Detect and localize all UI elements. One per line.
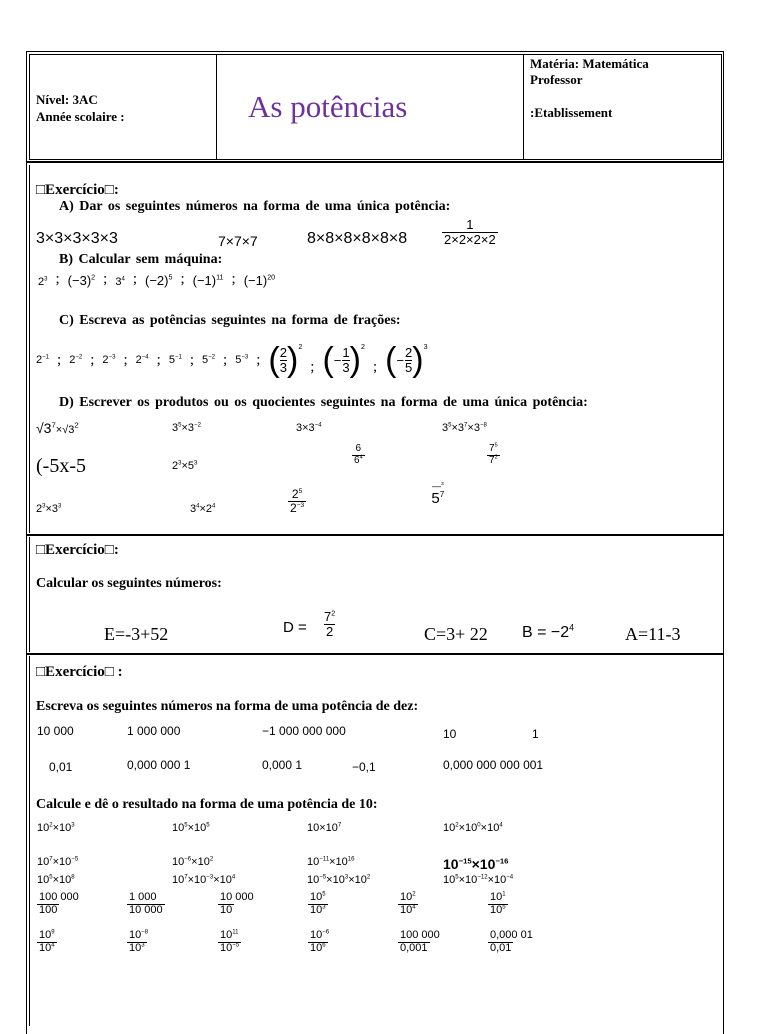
- b-item-6: $(-1)^{20}$: [243, 273, 276, 288]
- fraction-denominator: $10^4$: [39, 941, 55, 954]
- c-item-7: $5^{-3}$: [235, 354, 249, 366]
- separator: ;: [231, 271, 236, 287]
- ex3-row2-item-5: 0,000 000 000 001: [443, 758, 544, 772]
- calc-expression: $10^7\times 10^{-3}\times 10^4$: [172, 874, 236, 886]
- separator: ;: [372, 358, 378, 375]
- c-item-5: $5^{-1}$: [168, 354, 182, 366]
- d-row3-item-1: $2^3\times 3^3$: [36, 503, 62, 515]
- calc-expression: $10^5\times 10^8$: [37, 874, 75, 886]
- fraction-numerator: $7^5$: [489, 442, 498, 454]
- ex2-b-expression: $B = -2^4$: [522, 622, 575, 641]
- ex1-a-item-2: 7×7×7: [218, 233, 258, 249]
- separator: ;: [310, 358, 315, 375]
- power-fraction: [127, 930, 150, 954]
- separator: ;: [156, 351, 161, 368]
- exercise-2-title: □Exercício□:: [36, 542, 119, 558]
- ex3-row2-item-1: 0,01: [49, 760, 73, 774]
- d-row2-item-1: (-5x-5: [36, 455, 86, 477]
- ex3-label-2: Calcule e dê o resultado na forma de uma potência de 10:: [36, 797, 378, 812]
- ex3-row1-item-5: 1: [532, 727, 539, 741]
- ex1-part-a-label: A) Dar os seguintes números na forma de uma única potência:: [59, 199, 451, 214]
- fraction-denominator: $10^4$: [400, 903, 416, 916]
- separator: ;: [223, 351, 228, 368]
- ex1-a-item-3: 8×8×8×8×8×8: [307, 230, 408, 247]
- fraction-denominator: $5^7$: [431, 490, 445, 508]
- ex3-row2-item-2: 0,000 000 1: [127, 758, 191, 772]
- b-item-4: $(-2)^5$: [144, 273, 173, 288]
- c-item-1: $2^{-1}$: [36, 354, 50, 366]
- fraction-denominator: $7^2$: [489, 454, 498, 466]
- fraction-numerator: $2^5$: [291, 487, 303, 501]
- power-fraction: [398, 930, 442, 954]
- c-item-6: $5^{-2}$: [202, 354, 216, 366]
- exercise-3-title: □Exercício□ :: [36, 664, 123, 680]
- separator: ;: [57, 351, 62, 368]
- ex3-row1-item-2: 1 000 000: [127, 724, 181, 738]
- etablissement-label: :Etablissement: [530, 105, 613, 120]
- c-item-2: $2^{-2}$: [69, 354, 83, 366]
- ex3-row1-item-4: 10: [443, 727, 457, 741]
- annee-label: Année scolaire :: [36, 109, 125, 124]
- calc-expression: $10^5\times 10^{-12}\times 10^{-4}$: [443, 874, 514, 886]
- fraction-numerator: $10^{-8}$: [129, 929, 149, 941]
- fraction-numerator: $10^2$: [400, 891, 416, 903]
- fraction-denominator: 2×2×2×2: [444, 231, 496, 247]
- d-row2-fraction-1: [352, 444, 365, 466]
- fraction-denominator: 0,001: [400, 941, 428, 954]
- fraction-numerator: 1: [466, 217, 474, 232]
- power-fraction: [488, 930, 535, 954]
- power-fraction: [218, 930, 241, 954]
- ex1-part-b-label: B) Calcular sem máquina:: [59, 252, 223, 267]
- separator: ;: [132, 271, 137, 287]
- exercise-1-title: □Exercício□:: [36, 182, 119, 198]
- calc-expression: $10^2\times 10^0\times 10^4$: [443, 822, 503, 834]
- power-fraction: [398, 892, 418, 916]
- power-fraction: [308, 892, 328, 916]
- power-fraction: [308, 930, 331, 954]
- separator: ;: [103, 271, 108, 287]
- separator: ;: [55, 271, 60, 287]
- power-fraction: [37, 892, 81, 916]
- c-fraction-3: ( − $\frac{2}{5}$ ) 3: [385, 340, 428, 379]
- d-row1-item-2: $3^5\times 3^{-2}$: [172, 422, 201, 434]
- separator: ;: [123, 351, 128, 368]
- fraction-numerator: —$^3$: [432, 481, 444, 491]
- ex1-c-items: [36, 340, 428, 380]
- fraction-numerator: $10^{-6}$: [310, 929, 330, 941]
- d-row1-item-1: $√3^7\times√3^2$: [36, 420, 79, 436]
- fraction-denominator: $10^{-5}$: [220, 941, 240, 954]
- d-row3-fraction-2: [430, 482, 446, 507]
- professor-label: Professor: [530, 72, 583, 87]
- materia-label: Matéria: Matemática: [530, 56, 649, 71]
- ex1-a-fraction: [442, 218, 498, 246]
- fraction-numerator: 10 000: [220, 891, 254, 903]
- ex3-row1-item-3: −1 000 000 000: [262, 724, 346, 738]
- ex3-row1-item-1: 10 000: [37, 724, 74, 738]
- fraction-numerator: $10^{11}$: [220, 929, 239, 941]
- calc-expression: $10^7\times 10^{-5}$: [37, 856, 79, 868]
- d-row1-item-3: $3\times 3^{-4}$: [296, 422, 322, 434]
- ex2-label: Calcular os seguintes números:: [36, 576, 222, 591]
- b-item-3: $3^4$: [115, 276, 125, 288]
- d-row3-fraction-1: [288, 488, 306, 514]
- fraction-numerator: $10^9$: [39, 929, 55, 941]
- fraction-numerator: $10^1$: [490, 891, 506, 903]
- ex2-e-expression: E=-3+52: [104, 624, 169, 644]
- b-item-5: $(-1)^{11}$: [192, 273, 224, 288]
- ex1-part-c-label: C) Escreva as potências seguintes na forma de frações:: [59, 313, 401, 328]
- c-fraction-2: ( − $\frac{1}{3}$ ) 2: [322, 340, 365, 379]
- fraction-denominator: 0,01: [490, 941, 512, 954]
- calc-expression: $10^5\times 10^5$: [172, 822, 210, 834]
- fraction-denominator: $10^6$: [310, 941, 326, 954]
- ex1-a-item-1: 3×3×3×3×3: [36, 230, 118, 247]
- ex1-part-d-label: D) Escrever os produtos ou os quocientes seguintes na forma de uma única potência:: [59, 395, 588, 410]
- calc-expression: $10\times 10^7$: [307, 822, 342, 834]
- ex1-b-items: [38, 271, 275, 288]
- separator: ;: [90, 351, 95, 368]
- fraction-denominator: 2: [325, 623, 334, 639]
- fraction-numerator: 0,000 01: [490, 929, 533, 941]
- ex2-c-expression: C=3+ 22: [424, 624, 488, 644]
- fraction-denominator: 10 000: [129, 903, 163, 916]
- fraction-numerator: 6: [355, 443, 362, 454]
- b-item-2: $(-3)^2$: [67, 273, 96, 288]
- fraction-denominator: $10^3$: [310, 903, 326, 916]
- separator: ;: [189, 351, 195, 368]
- fraction-denominator: $6^4$: [354, 454, 363, 466]
- d-row1-item-4: $3^5\times 3^7\times 3^{-8}$: [442, 422, 487, 434]
- power-fraction: [127, 892, 165, 916]
- ex3-row2-item-3: 0,000 1: [262, 758, 303, 772]
- ex3-row2-item-4: −0,1: [352, 760, 376, 774]
- ex2-a-expression: A=11-3: [625, 624, 681, 644]
- fraction-numerator: 100 000: [400, 929, 440, 941]
- ex3-label-1: Escreva os seguintes números na forma de uma potência de dez:: [36, 699, 419, 714]
- power-fraction: [488, 892, 508, 916]
- fraction-numerator: $10^5$: [310, 891, 326, 903]
- b-item-1: $2^3$: [38, 276, 48, 288]
- nivel-label: Nível: 3AC: [36, 92, 98, 107]
- fraction-numerator: 100 000: [39, 891, 79, 903]
- d-row2-fraction-2: [487, 444, 500, 466]
- d-row3-item-2: $3^4\times 2^4$: [190, 503, 216, 515]
- ex2-d-fraction: [322, 610, 337, 638]
- separator: ;: [256, 351, 261, 368]
- c-item-3: $2^{-3}$: [102, 354, 116, 366]
- power-fraction: [218, 892, 256, 916]
- c-fraction-1: ( 2 3 ) 2: [268, 340, 303, 379]
- calc-expression: $10^{-5}\times 10^3\times 10^2$: [307, 874, 371, 886]
- fraction-denominator: 10: [220, 903, 233, 916]
- fraction-numerator: $7^2$: [324, 609, 336, 624]
- power-fraction: [37, 930, 57, 954]
- calc-expression: $10^2\times 10^3$: [37, 822, 75, 834]
- calc-expression: $10^{-15}\times 10^{-16}$: [443, 856, 509, 872]
- ex2-d-lhs: D =: [283, 619, 307, 636]
- separator: ;: [180, 271, 185, 287]
- fraction-numerator: 1 000: [129, 891, 157, 903]
- c-item-4: $2^{-4}$: [135, 354, 149, 366]
- fraction-denominator: $10^3$: [129, 941, 145, 954]
- page-title: As potências: [248, 89, 408, 124]
- fraction-denominator: 100: [39, 903, 58, 916]
- calc-expression: $10^{-11}\times 10^{16}$: [307, 856, 355, 868]
- calc-expression: $10^{-6}\times 10^2$: [172, 856, 214, 868]
- fraction-denominator: $2^{-3}$: [290, 500, 305, 515]
- d-row2-item-2: $2^3\times 5^3$: [172, 460, 198, 472]
- fraction-denominator: $10^5$: [490, 903, 506, 916]
